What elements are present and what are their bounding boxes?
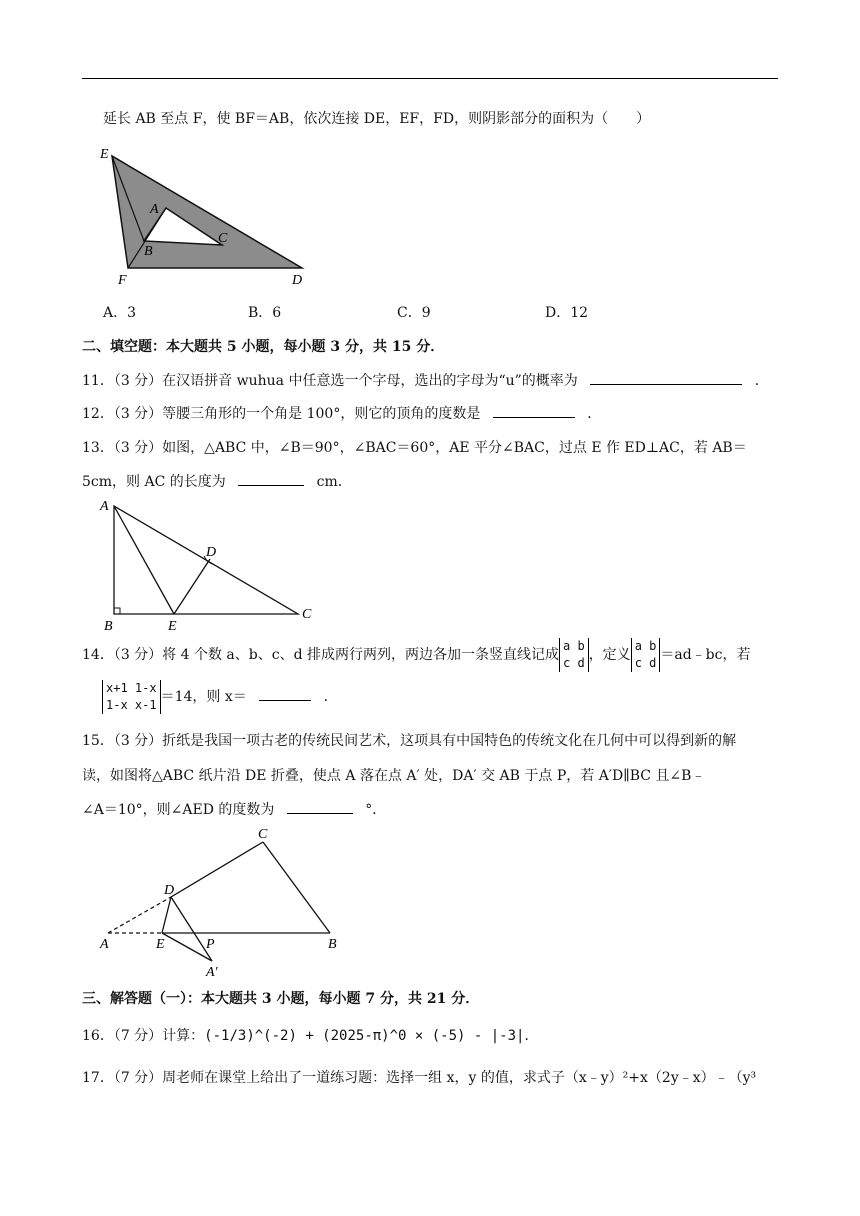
option-b: B．6 — [248, 305, 282, 321]
q14-line1 — [82, 637, 751, 673]
q13-answer-blank[interactable] — [238, 471, 304, 486]
q12-line — [82, 403, 601, 424]
option-a: A．3 — [103, 305, 137, 321]
fig10-label-d: D — [292, 273, 303, 288]
q14-det-x: x+1 1-x 1-x x-1 — [102, 680, 161, 714]
q12-tail: ． — [587, 406, 602, 422]
fig15-label-d: D — [164, 883, 175, 898]
q15-line1: 15．（3 分）折纸是我国一项古老的传统民间艺术，这项具有中国特色的传统文化在几何中可以得到新的解 — [82, 733, 737, 749]
q13-line2-post: cm． — [316, 474, 352, 490]
q14-det-abcd-1: a b c d — [559, 638, 589, 672]
q14-line2-tail: ． — [323, 689, 338, 705]
q16-pre: 16．（7 分）计算： — [82, 1028, 205, 1044]
q15-line3-pre: ∠A＝10°，则∠AED 的度数为 — [82, 802, 275, 818]
q16-expression: (-1/3)^(-2) + (2025-π)^0 × (-5) - |-3|． — [204, 1028, 539, 1044]
fig15-label-a-prime: A′ — [206, 965, 218, 980]
fig13-label-d: D — [206, 545, 217, 560]
q15-line3 — [82, 799, 386, 820]
fig10-label-b: B — [144, 244, 153, 259]
fig13-label-b: B — [104, 619, 113, 634]
q14-mid: ，定义 — [588, 647, 631, 663]
q17-line: 17．（7 分）周老师在课堂上给出了一道练习题：选择一组 x，y 的值，求式子（x﹣y）²+x（2y﹣x）﹣（y³ — [82, 1070, 757, 1086]
fig15-label-b: B — [328, 937, 337, 952]
q10-stem: 延长 AB 至点 F，使 BF＝AB，依次连接 DE，EF，FD，则阴影部分的面积为（ ） — [103, 111, 651, 127]
q13-line2 — [82, 471, 352, 492]
fig15-label-p: P — [206, 937, 215, 952]
q14-answer-blank[interactable] — [259, 686, 311, 701]
fig15-label-c: C — [258, 827, 268, 842]
option-c: C．9 — [397, 305, 431, 321]
q14-det-abcd-2: a b c d — [631, 638, 661, 672]
fig13-label-a: A — [100, 499, 109, 514]
q14-post: ＝ad﹣bc，若 — [660, 647, 751, 663]
q12-answer-blank[interactable] — [493, 403, 575, 418]
q11-tail: ． — [754, 373, 769, 389]
option-d: D．12 — [545, 305, 589, 321]
fig15-label-a: A — [100, 937, 109, 952]
q14-line2 — [82, 676, 338, 718]
section3-heading: 三、解答题（一）：本大题共 3 小题，每小题 7 分，共 21 分． — [82, 991, 480, 1007]
header-rule — [82, 78, 778, 79]
q11-line — [82, 370, 769, 391]
fig10-label-f: F — [118, 273, 127, 288]
q11-answer-blank[interactable] — [590, 370, 742, 385]
fig15-label-e: E — [156, 937, 165, 952]
q15-line3-post: °． — [365, 802, 387, 818]
fig13-label-c: C — [302, 607, 312, 622]
q14-line2-mid: ＝14，则 x＝ — [160, 689, 247, 705]
fig10-label-c: C — [218, 231, 228, 246]
fig13-label-e: E — [168, 619, 177, 634]
q14-pre: 14．（3 分）将 4 个数 a、b、c、d 排成两行两列，两边各加一条竖直线记成 — [82, 647, 559, 663]
section2-heading: 二、填空题：本大题共 5 小题，每小题 3 分，共 15 分． — [82, 339, 445, 355]
fig10-label-e: E — [100, 147, 109, 162]
q16-line — [82, 1026, 538, 1046]
q13-figure — [98, 496, 324, 634]
q10-figure — [98, 142, 310, 288]
q15-line2: 读，如图将△ABC 纸片沿 DE 折叠，使点 A 落在点 A′ 处，DA′ 交 AB 于点 P，若 A′D∥BC 且∠B﹣ — [82, 768, 706, 784]
q12-text: 12．（3 分）等腰三角形的一个角是 100°，则它的顶角的度数是 — [82, 406, 481, 422]
q11-text: 11．（3 分）在汉语拼音 wuhua 中任意选一个字母，选出的字母为“u”的概率为 — [82, 373, 578, 389]
q13-line1: 13．（3 分）如图，△ABC 中，∠B＝90°，∠BAC＝60°，AE 平分∠BAC，过点 E 作 ED⊥AC，若 AB＝ — [82, 440, 747, 456]
q15-answer-blank[interactable] — [287, 799, 353, 814]
fig10-label-a: A — [150, 202, 159, 217]
q13-line2-pre: 5cm，则 AC 的长度为 — [82, 474, 226, 490]
q15-figure — [98, 822, 348, 982]
